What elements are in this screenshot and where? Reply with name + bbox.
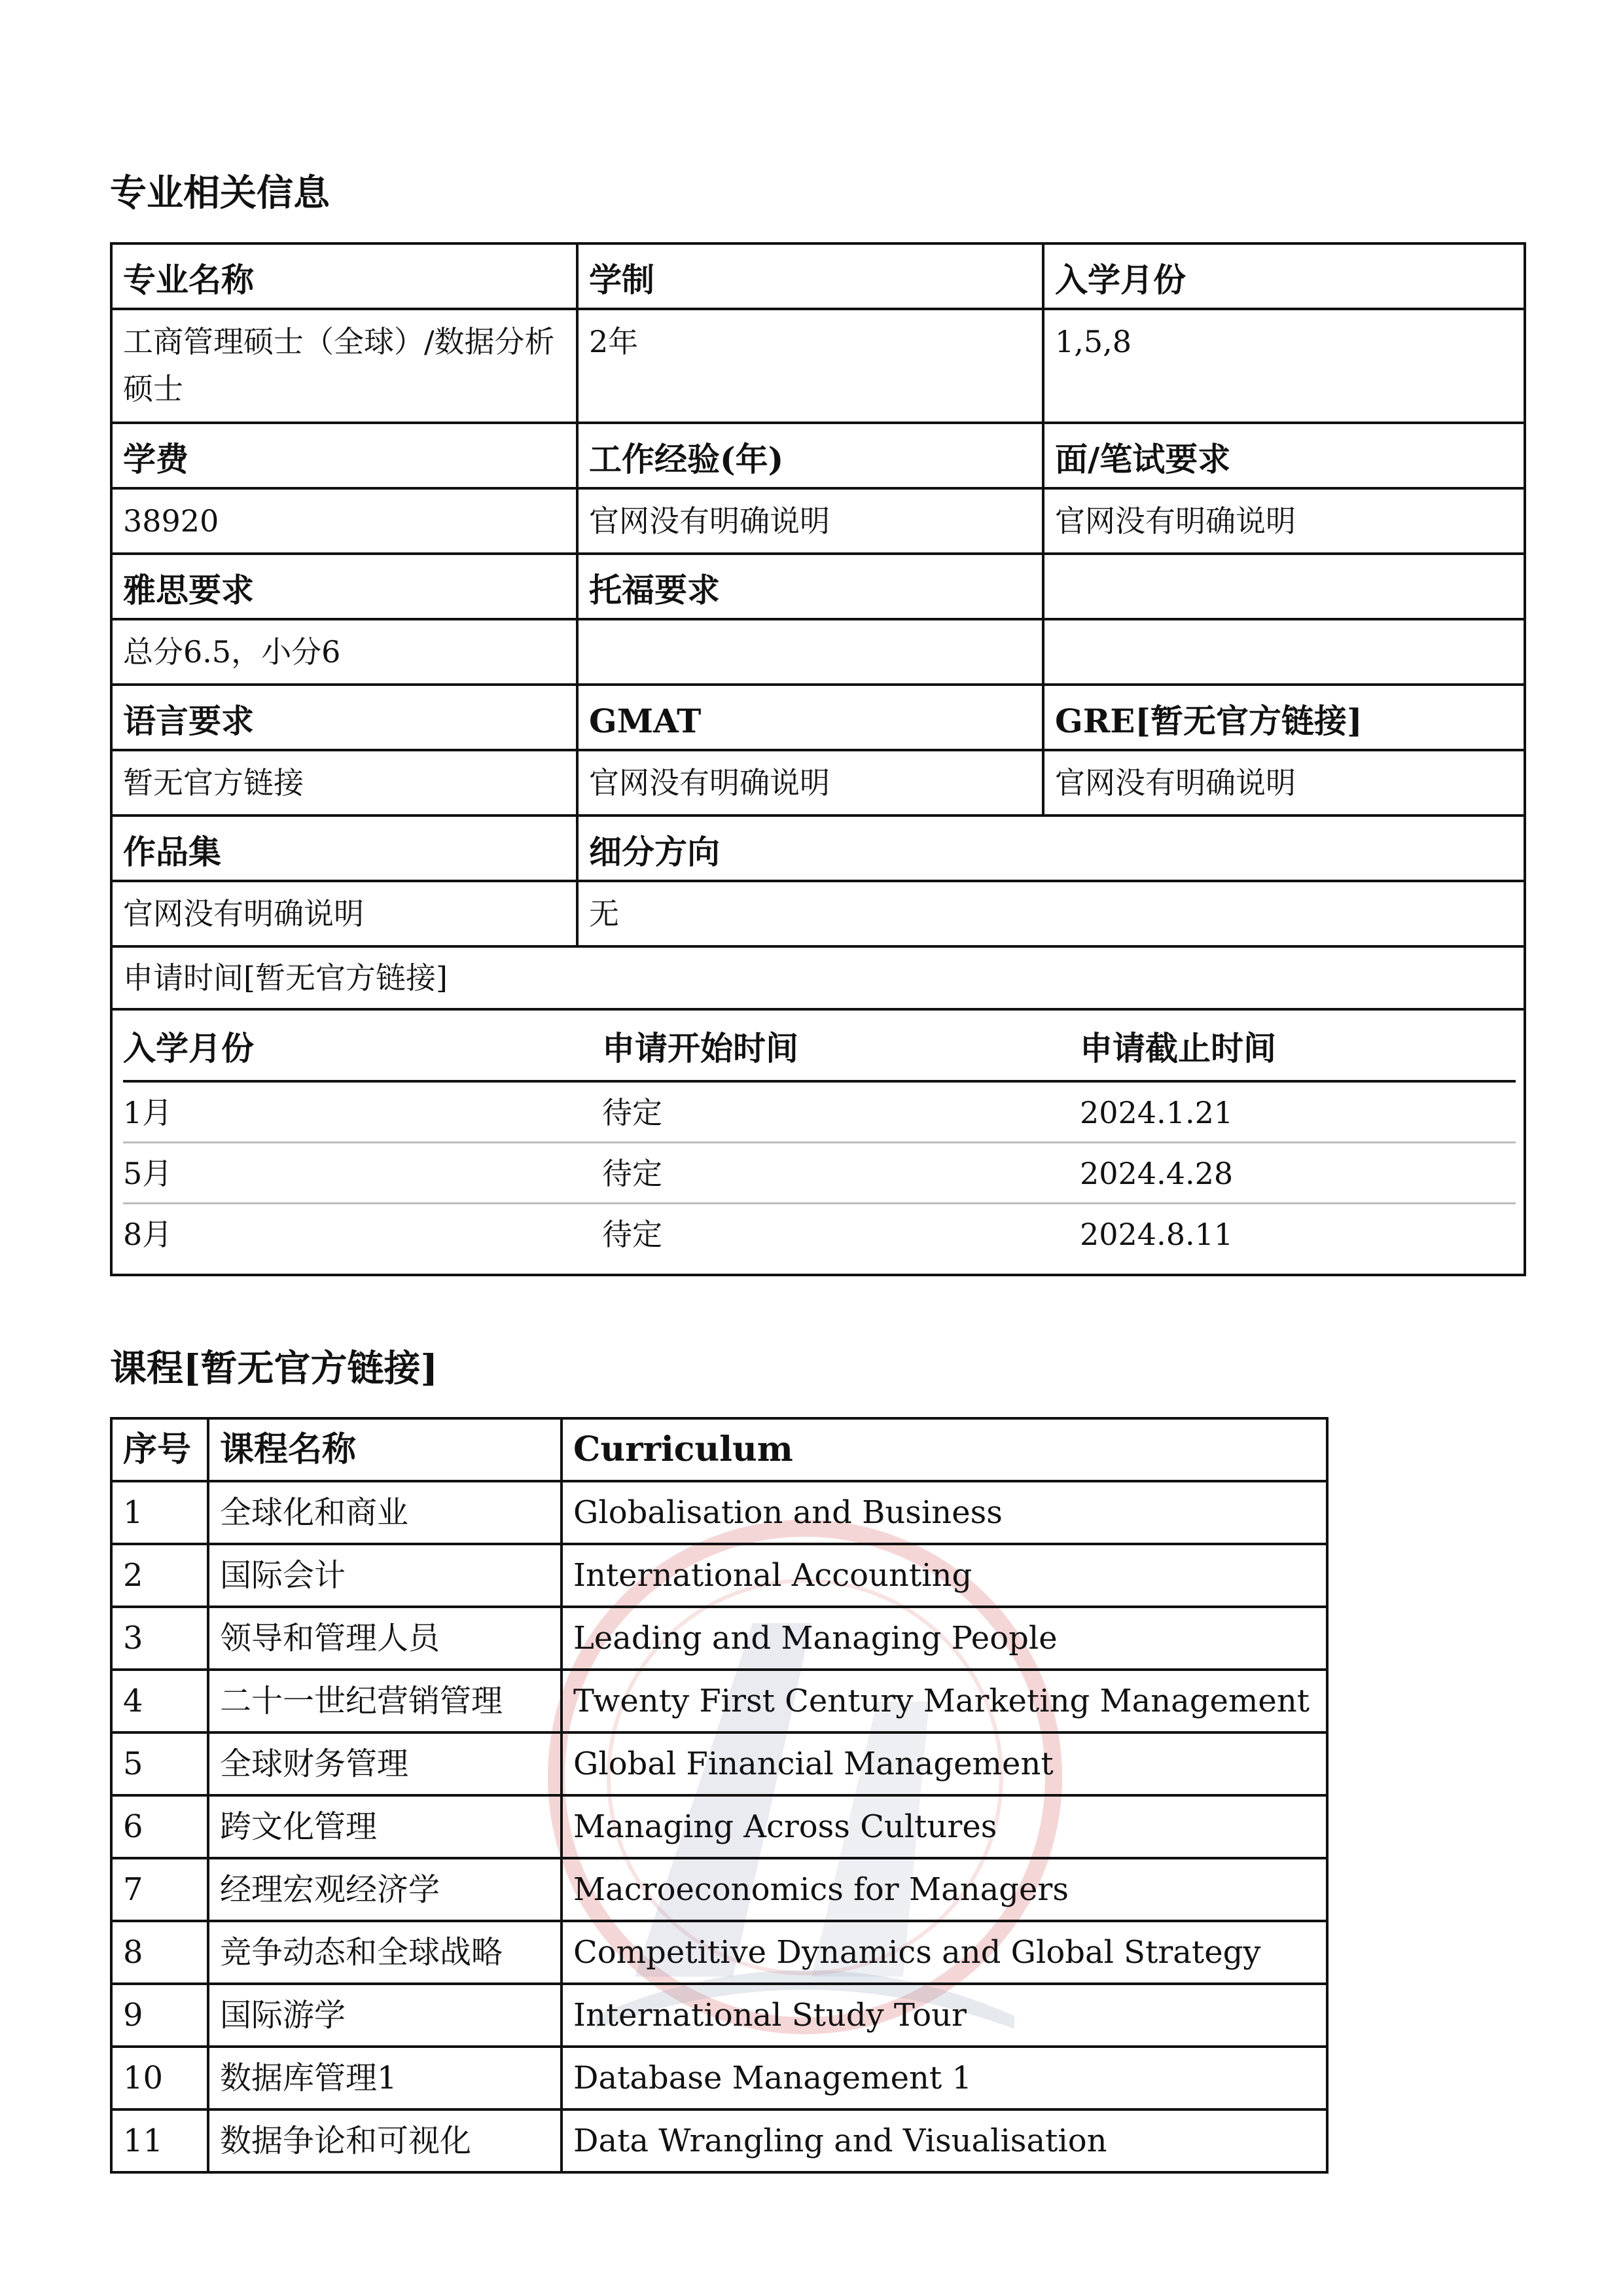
value-cell-intake-month: 1,5,8 — [1043, 309, 1525, 423]
table-row — [111, 1795, 1327, 1858]
header-cell-tuition: 学费 — [111, 423, 577, 488]
header-cell-curriculum: Curriculum — [562, 1418, 1327, 1481]
program-info-table — [110, 242, 1526, 1276]
table-row — [111, 1481, 1327, 1544]
header-cell-duration: 学制 — [577, 243, 1043, 309]
table-row — [111, 946, 1525, 1275]
value-cell-interview-requirement: 官网没有明确说明 — [1043, 488, 1525, 554]
value-cell-work-experience: 官网没有明确说明 — [577, 488, 1043, 554]
header-cell-program-name: 专业名称 — [111, 243, 577, 309]
course-index: 8 — [111, 1921, 208, 1984]
table-row — [111, 488, 1525, 554]
course-name-en: Macroeconomics for Managers — [562, 1858, 1327, 1921]
application-time-inner — [113, 1011, 1524, 1274]
course-index: 4 — [111, 1670, 208, 1732]
header-cell-interview-requirement: 面/笔试要求 — [1043, 423, 1525, 488]
course-name-cn: 二十一世纪营销管理 — [208, 1670, 562, 1732]
header-cell-portfolio: 作品集 — [111, 816, 577, 881]
course-name-en: Data Wrangling and Visualisation — [562, 2109, 1327, 2172]
table-row — [111, 309, 1525, 423]
course-index: 3 — [111, 1607, 208, 1670]
value-cell-language: 暂无官方链接 — [111, 750, 577, 816]
header-cell-language: 语言要求 — [111, 685, 577, 750]
apply-header-start: 申请开始时间 — [602, 1017, 1080, 1081]
header-cell-course-name: 课程名称 — [208, 1418, 562, 1481]
table-row — [111, 1544, 1327, 1607]
course-index: 11 — [111, 2109, 208, 2172]
table-row — [111, 816, 1525, 881]
table-row — [111, 750, 1525, 816]
apply-cell-intake: 5月 — [123, 1143, 602, 1204]
course-name-cn: 全球化和商业 — [208, 1481, 562, 1544]
course-name-en: Twenty First Century Marketing Management — [562, 1670, 1327, 1732]
course-name-cn: 国际会计 — [208, 1544, 562, 1607]
table-row — [111, 243, 1525, 309]
course-index: 9 — [111, 1984, 208, 2047]
table-row — [111, 1732, 1327, 1795]
header-cell-intake-month: 入学月份 — [1043, 243, 1525, 309]
apply-cell-deadline: 2024.1.21 — [1080, 1081, 1516, 1143]
table-row — [111, 423, 1525, 488]
course-name-en: Managing Across Cultures — [562, 1795, 1327, 1858]
course-index: 5 — [111, 1732, 208, 1795]
table-row — [111, 2047, 1327, 2109]
table-row — [111, 1984, 1327, 2047]
apply-cell-start: 待定 — [602, 1081, 1080, 1143]
value-cell-portfolio: 官网没有明确说明 — [111, 881, 577, 946]
apply-cell-intake: 8月 — [123, 1217, 173, 1252]
table-row — [111, 619, 1525, 685]
value-cell-gmat: 官网没有明确说明 — [577, 750, 1043, 816]
value-cell-empty — [1043, 619, 1525, 685]
table-row — [111, 1607, 1327, 1670]
course-name-cn: 国际游学 — [208, 1984, 562, 2047]
header-cell-empty — [1043, 554, 1525, 619]
apply-header-intake: 入学月份 — [123, 1017, 602, 1081]
value-cell-toefl — [577, 619, 1043, 685]
header-cell-gre: GRE[暂无官方链接] — [1043, 685, 1525, 750]
table-row — [111, 1670, 1327, 1732]
header-cell-index: 序号 — [111, 1418, 208, 1481]
table-row — [111, 685, 1525, 750]
section-title-curriculum: 课程[暂无官方链接] — [110, 1347, 438, 1390]
value-cell-specialization: 无 — [577, 881, 1525, 946]
course-name-en: Competitive Dynamics and Global Strategy — [562, 1921, 1327, 1984]
course-name-cn: 领导和管理人员 — [208, 1607, 562, 1670]
apply-cell-deadline: 2024.8.11 — [1080, 1217, 1234, 1252]
header-cell-toefl: 托福要求 — [577, 554, 1043, 619]
course-name-en: Database Management 1 — [562, 2047, 1327, 2109]
header-cell-work-experience: 工作经验(年) — [577, 423, 1043, 488]
course-index: 2 — [111, 1544, 208, 1607]
table-row — [111, 554, 1525, 619]
value-cell-ielts: 总分6.5，小分6 — [111, 619, 577, 685]
table-row — [111, 1921, 1327, 1984]
application-time-table — [123, 1017, 1516, 1263]
value-cell-tuition: 38920 — [111, 488, 577, 554]
section-title-program-info: 专业相关信息 — [110, 171, 330, 215]
course-index: 10 — [111, 2047, 208, 2109]
apply-cell-start: 待定 — [602, 1217, 662, 1252]
apply-cell-deadline: 2024.4.28 — [1080, 1143, 1516, 1204]
application-time-title: 申请时间[暂无官方链接] — [113, 948, 1524, 1011]
course-name-cn: 跨文化管理 — [208, 1795, 562, 1858]
table-row — [111, 1418, 1327, 1481]
curriculum-table — [110, 1417, 1329, 2174]
value-cell-program-name: 工商管理硕士（全球）/数据分析硕士 — [111, 309, 577, 423]
course-name-en: Globalisation and Business — [562, 1481, 1327, 1544]
table-row — [123, 1017, 1516, 1081]
value-cell-duration: 2年 — [577, 309, 1043, 423]
header-cell-ielts: 雅思要求 — [111, 554, 577, 619]
course-name-cn: 数据库管理1 — [208, 2047, 562, 2109]
course-name-cn: 数据争论和可视化 — [208, 2109, 562, 2172]
table-row — [111, 1858, 1327, 1921]
header-cell-gmat: GMAT — [577, 685, 1043, 750]
header-cell-specialization: 细分方向 — [577, 816, 1525, 881]
course-index: 1 — [111, 1481, 208, 1544]
course-name-en: Leading and Managing People — [562, 1607, 1327, 1670]
table-row — [123, 1081, 1516, 1143]
course-name-cn: 竞争动态和全球战略 — [208, 1921, 562, 1984]
apply-header-deadline: 申请截止时间 — [1080, 1017, 1516, 1081]
apply-cell-intake: 1月 — [123, 1081, 602, 1143]
table-row — [123, 1204, 1516, 1264]
table-row — [123, 1143, 1516, 1204]
course-index: 7 — [111, 1858, 208, 1921]
value-cell-gre: 官网没有明确说明 — [1043, 750, 1525, 816]
table-row — [111, 2109, 1327, 2172]
course-name-cn: 全球财务管理 — [208, 1732, 562, 1795]
apply-cell-start: 待定 — [602, 1143, 1080, 1204]
course-name-cn: 经理宏观经济学 — [208, 1858, 562, 1921]
course-index: 6 — [111, 1795, 208, 1858]
course-name-en: International Study Tour — [562, 1984, 1327, 2047]
application-time-block — [111, 946, 1525, 1275]
table-row — [111, 881, 1525, 946]
course-name-en: International Accounting — [562, 1544, 1327, 1607]
course-name-en: Global Financial Management — [562, 1732, 1327, 1795]
